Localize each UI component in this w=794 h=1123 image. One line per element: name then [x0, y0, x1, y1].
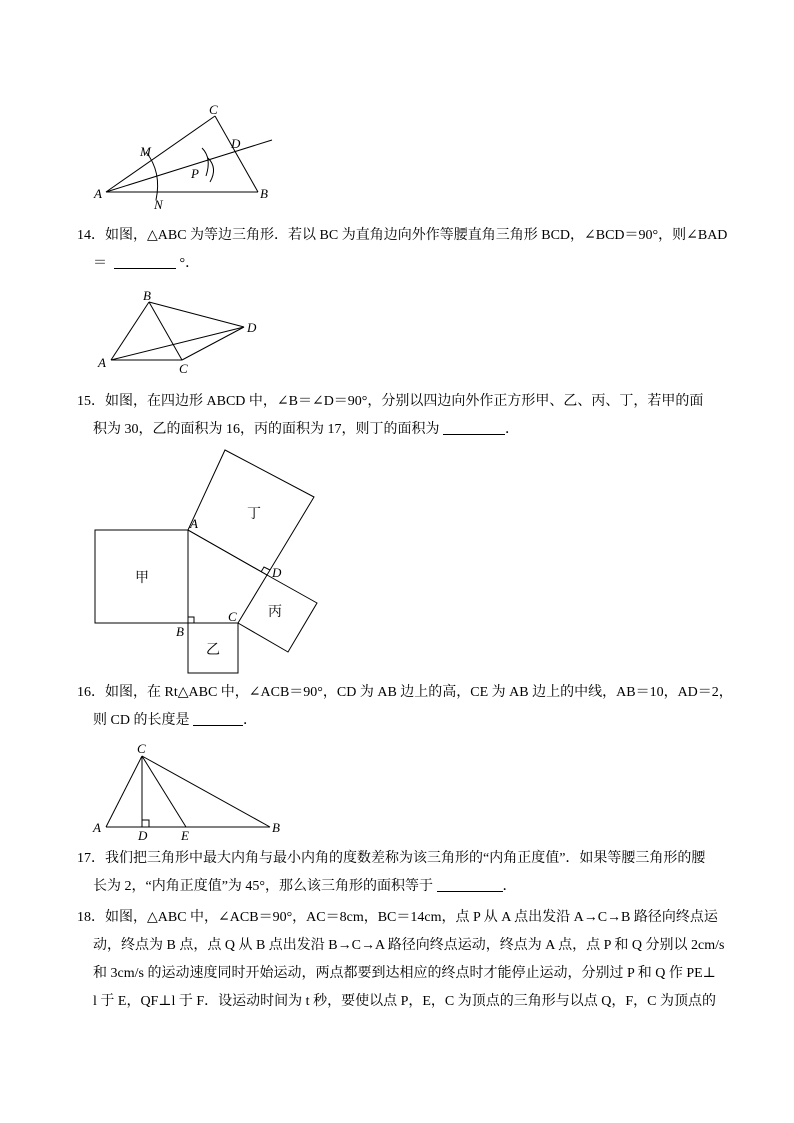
- answer-blank-15[interactable]: [443, 418, 505, 435]
- q15-period: ．: [505, 422, 519, 437]
- question-14: [77, 222, 727, 278]
- answer-blank-14[interactable]: [114, 252, 176, 269]
- median-ce: [142, 756, 186, 827]
- q14-degree: °．: [179, 256, 200, 271]
- segment-cd: [182, 327, 244, 360]
- label-d: D: [272, 565, 282, 580]
- answer-blank-17[interactable]: [437, 875, 503, 892]
- label-n: N: [154, 197, 163, 212]
- label-c: C: [228, 609, 237, 624]
- segment-bd: [149, 302, 244, 327]
- label-d: D: [231, 136, 241, 151]
- right-angle-b: [188, 617, 194, 623]
- label-a: A: [93, 820, 101, 835]
- label-c: C: [209, 102, 218, 117]
- square-label-yi: 乙: [206, 642, 220, 658]
- q18-line1: 18．如图，△ABC 中，∠ACB＝90°，AC＝8cm，BC＝14cm，点 P 从 A 点出发沿 A→C→B 路径向终点运: [77, 910, 718, 925]
- segment-cb: [215, 116, 258, 192]
- arc-p2: [208, 158, 214, 182]
- q17-line2-text: 长为 2，“内角正度值”为 45°，那么该三角形的面积等于: [93, 879, 434, 894]
- label-a: A: [98, 355, 106, 370]
- side-ad: [188, 530, 267, 575]
- q16-line2-text: 则 CD 的长度是: [93, 713, 190, 728]
- label-d: D: [138, 828, 148, 843]
- figure-15: [90, 446, 322, 678]
- segment-bc: [149, 302, 182, 360]
- square-label-ding: 丁: [247, 506, 261, 522]
- q15-line1: 15．如图，在四边形 ABCD 中，∠B＝∠D＝90°，分别以四边向外作正方形甲、乙、丙、丁，若甲的面: [77, 394, 704, 409]
- q14-line1: 14．如图，△ABC 为等边三角形．若以 BC 为直角边向外作等腰直角三角形 BCD，∠BCD＝90°，则∠BAD: [77, 228, 728, 243]
- label-b: B: [176, 624, 184, 639]
- segment-ab: [111, 302, 149, 360]
- label-e: E: [181, 828, 189, 843]
- right-angle-d: [142, 820, 149, 827]
- q15-line2-text: 积为 30，乙的面积为 16，丙的面积为 17，则丁的面积为: [93, 422, 440, 437]
- label-d: D: [247, 320, 257, 335]
- label-p: P: [191, 166, 199, 181]
- q17-period: ．: [502, 879, 517, 894]
- q18-line4: l 于 E，QF⊥l 于 F．设运动时间为 t 秒，要使以点 P，E，C 为顶点的三角形与以点 Q，F，C 为顶点的: [93, 994, 716, 1009]
- square-label-jia: 甲: [135, 570, 149, 586]
- figure-14: [92, 288, 272, 374]
- label-c: C: [179, 361, 188, 374]
- right-angle-d: [261, 567, 270, 572]
- answer-blank-16[interactable]: [193, 709, 243, 726]
- label-b: B: [143, 288, 151, 303]
- q18-line2: 动，终点为 B 点，点 Q 从 B 点出发沿 B→C→A 路径向终点运动，终点为 A 点，点 P 和 Q 分别以 2cm/s: [93, 938, 725, 953]
- q14-line2: [77, 250, 727, 278]
- label-m: M: [140, 144, 151, 159]
- q17-line2: [77, 873, 727, 901]
- question-17: [77, 845, 727, 901]
- label-b: B: [272, 820, 280, 835]
- label-a: A: [190, 516, 198, 531]
- q16-line1: 16．如图，在 Rt△ABC 中，∠ACB＝90°，CD 为 AB 边上的高，CE 为 AB 边上的中线，AB＝10，AD＝2，: [77, 685, 733, 700]
- segment-ad: [111, 327, 244, 360]
- figure-13: [90, 100, 290, 212]
- segment-cb: [142, 756, 270, 827]
- q14-equals: ＝: [93, 256, 107, 271]
- square-label-bing: 丙: [268, 604, 282, 620]
- figure-16: [88, 740, 288, 844]
- q17-line1: 17．我们把三角形中最大内角与最小内角的度数差称为该三角形的“内角正度值”．如果等腰三角形的腰: [77, 851, 706, 866]
- q16-period: ．: [242, 713, 257, 728]
- segment-ac: [106, 756, 142, 827]
- label-b: B: [260, 186, 268, 201]
- q15-line2: [77, 416, 727, 444]
- q16-line2: [77, 707, 727, 735]
- bisector-ray: [106, 140, 272, 192]
- label-a: A: [94, 186, 102, 201]
- question-16: [77, 679, 733, 735]
- label-c: C: [137, 741, 146, 756]
- q18-line3: 和 3cm/s 的运动速度同时开始运动，两点都要到达相应的终点时才能停止运动，分别过 P 和 Q 作 PE⊥: [93, 966, 716, 981]
- question-18: [77, 904, 727, 1016]
- question-15: [77, 388, 727, 444]
